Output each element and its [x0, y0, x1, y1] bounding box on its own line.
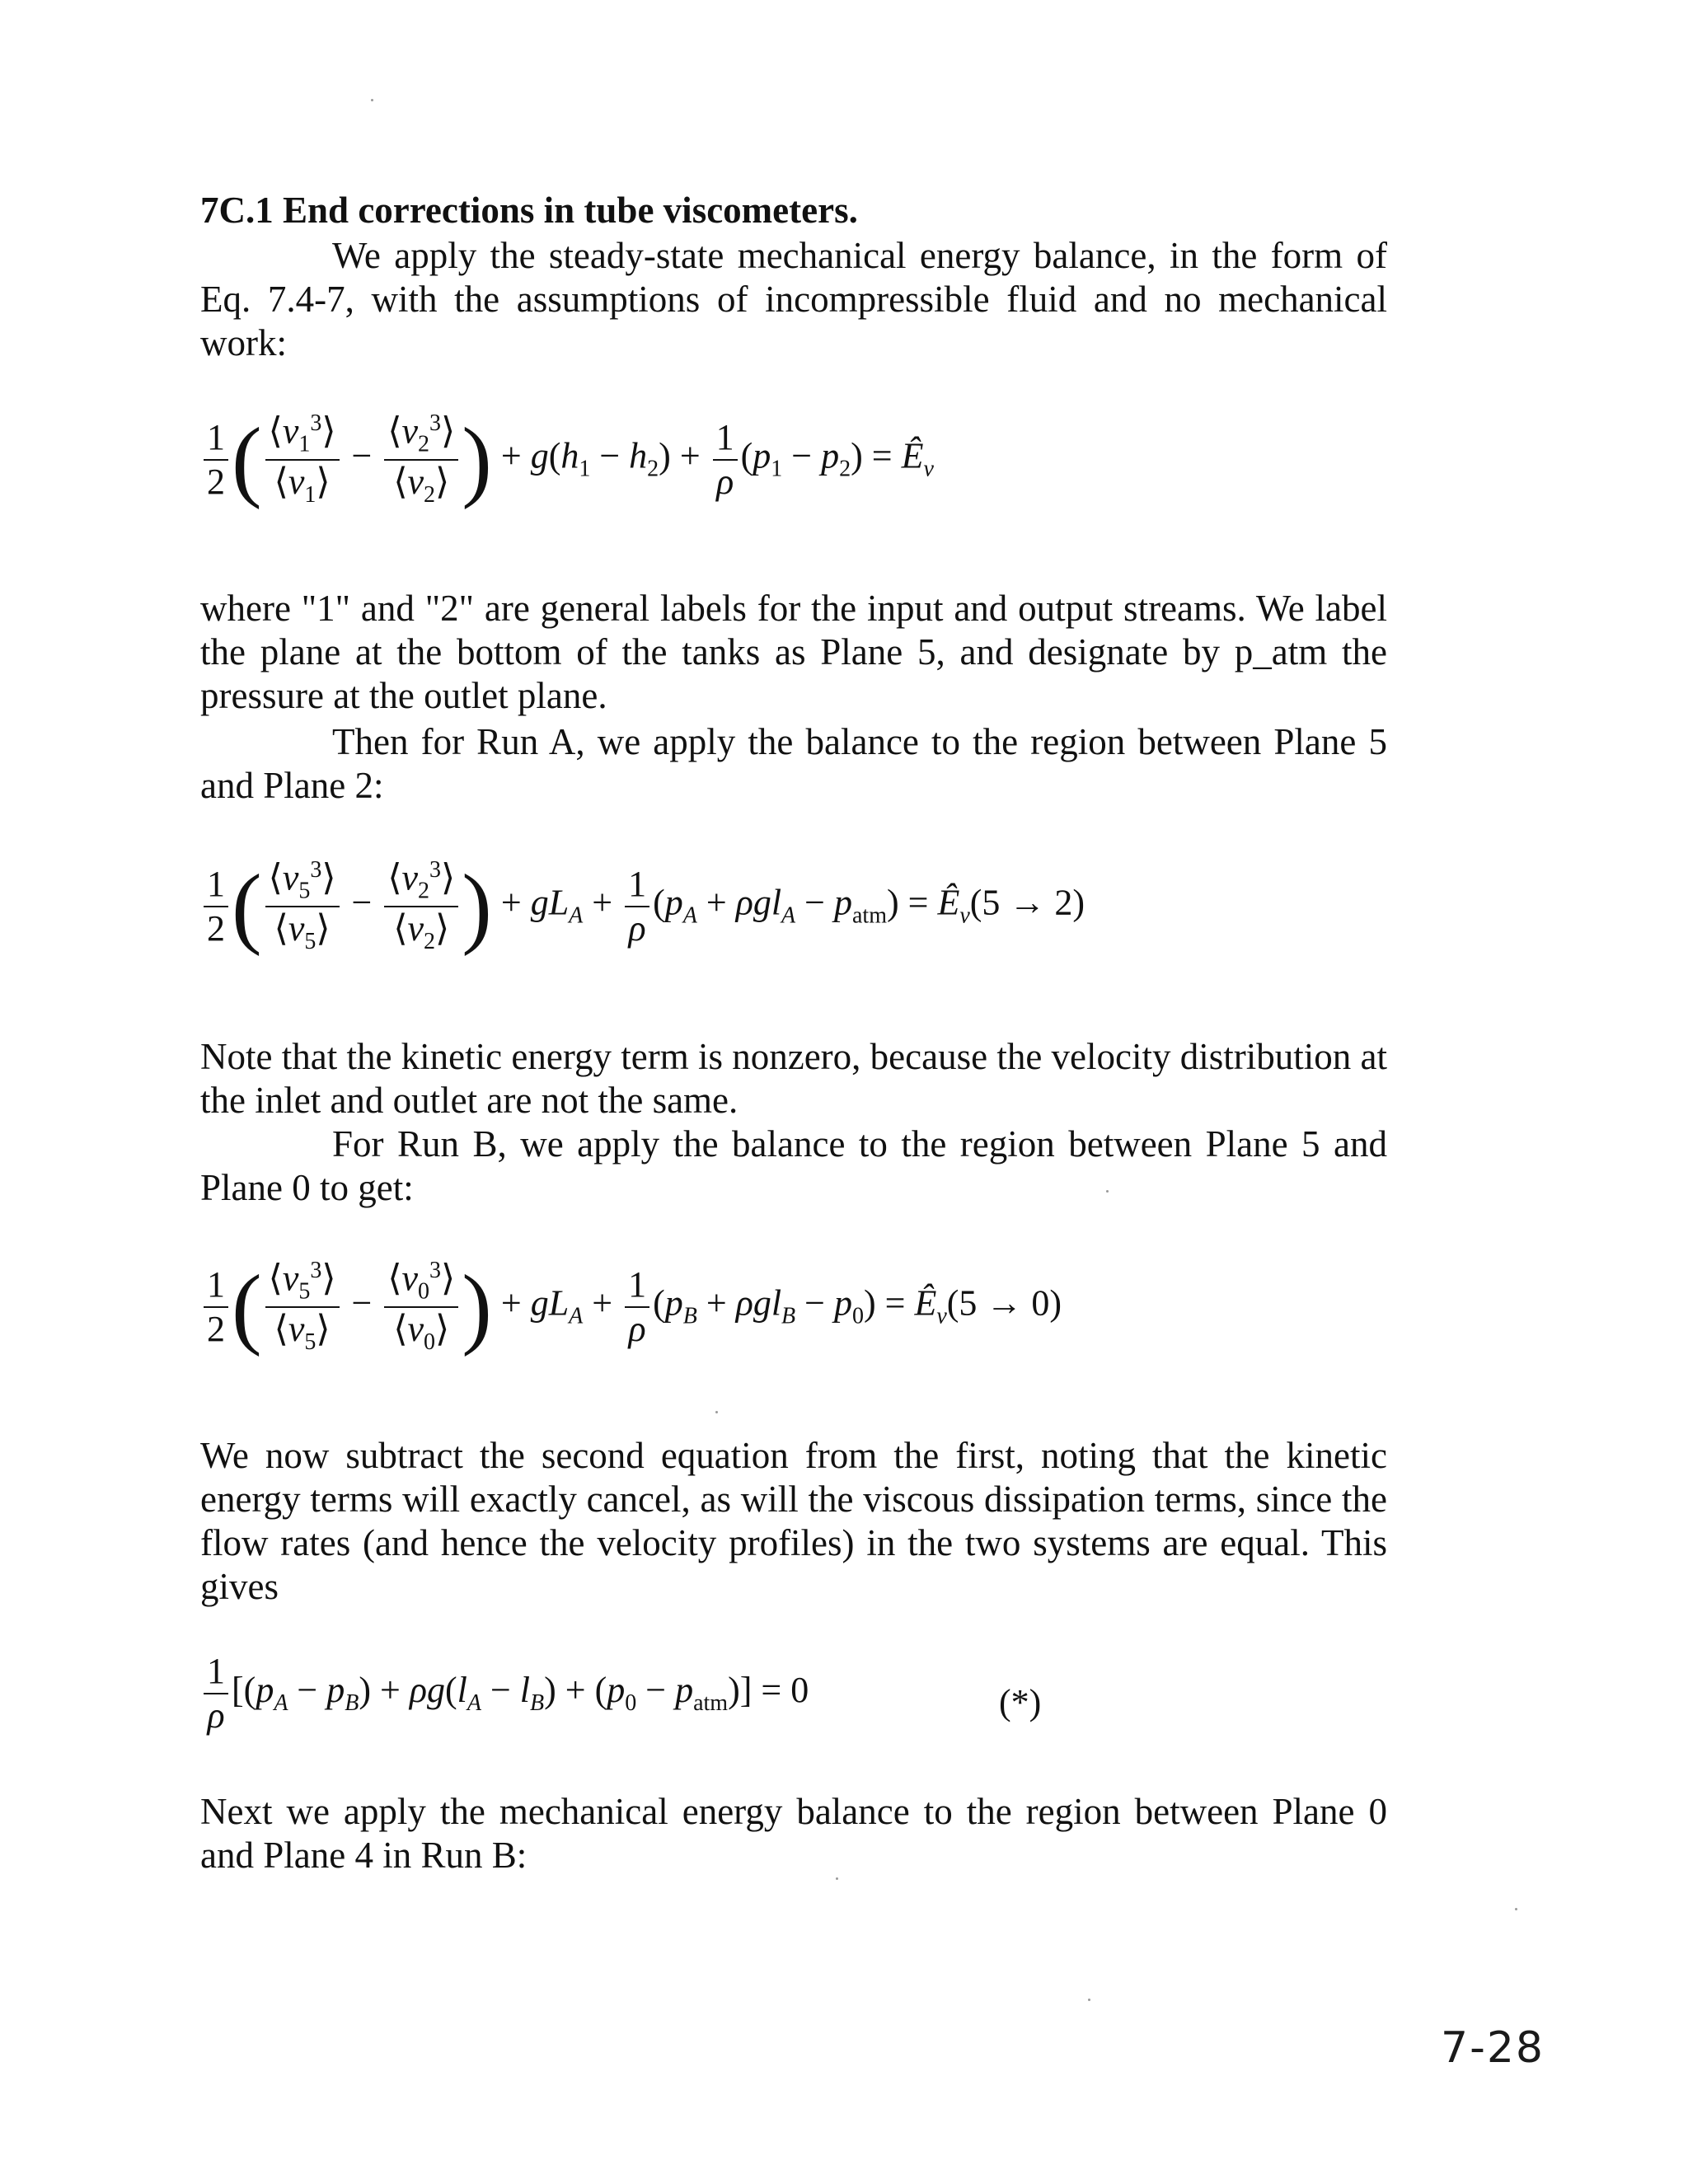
scan-speck — [1088, 1999, 1090, 2001]
page-number: 7-28 — [1441, 2023, 1545, 2073]
paragraph-4: Note that the kinetic energy term is nonzero, because the velocity distribution at the inlet and outlet are not the same. — [200, 1036, 1387, 1121]
scan-speck — [1106, 1190, 1109, 1193]
equation-subtracted: $\frac{1}{\rho}$ $[(p_A - p_B) + \rho g(l_A - l_B) + (p_0 - p_{atm})] = 0$ — [200, 1653, 809, 1734]
scan-speck — [715, 1411, 718, 1413]
paragraph-3: Then for Run A, we apply the balance to the region between Plane 5 and Plane 2: — [200, 721, 1387, 806]
equation-run-b: $\frac{1}{2}$ ( $\frac{⟨v_5^3⟩}{⟨v_5⟩}$ − $\frac{⟨v_0^3⟩}{⟨v_0⟩}$ ) + $gL_A$ + $\frac{1}{\rho}$ $(p_B + \rho gl_B - p_0)$ = $Ê_v(5 \to 0)$ — [200, 1259, 1062, 1354]
paragraph-5: For Run B, we apply the balance to the region between Plane 5 and Plane 0 to get: — [200, 1123, 1387, 1208]
scan-speck — [371, 99, 373, 101]
equation-general-balance: $\frac{1}{2}$ ( $\frac{⟨v_1^3⟩}{⟨v_1⟩}$ − $\frac{⟨v_2^3⟩}{⟨v_2⟩}$ ) + $g(h_1 - h_2)$ + $\frac{1}{\rho}$ $(p_1 - p_2)$ = $Ê_v$ — [200, 412, 934, 507]
paragraph-2: where "1" and "2" are general labels for the input and output streams. We label the plane at the bottom of the tanks as Plane 5, and designate by p_atm the pressure at the outlet plane. — [200, 588, 1387, 716]
scan-speck — [836, 1877, 838, 1880]
section-heading: 7C.1 End corrections in tube viscometers. — [200, 190, 858, 231]
equation-tag: (*) — [999, 1682, 1042, 1722]
paragraph-7: Next we apply the mechanical energy balance to the region between Plane 0 and Plane 4 in Run B: — [200, 1791, 1387, 1876]
paragraph-6: We now subtract the second equation from the first, noting that the kinetic energy terms will exactly cancel, as will the viscous dissipation terms, since the flow rates (and hence the velocity profiles) in the two systems are equal. This gives — [200, 1435, 1387, 1607]
scan-speck — [1515, 1908, 1517, 1910]
equation-run-a: $\frac{1}{2}$ ( $\frac{⟨v_5^3⟩}{⟨v_5⟩}$ − $\frac{⟨v_2^3⟩}{⟨v_2⟩}$ ) + $gL_A$ + $\frac{1}{\rho}$ $(p_A + \rho gl_A - p_{atm})$ = $Ê_v(5 \to 2)$ — [200, 859, 1085, 954]
paragraph-1: We apply the steady-state mechanical energy balance, in the form of Eq. 7.4-7, with the assumptions of incompressible fluid and no mechanical work: — [200, 235, 1387, 363]
